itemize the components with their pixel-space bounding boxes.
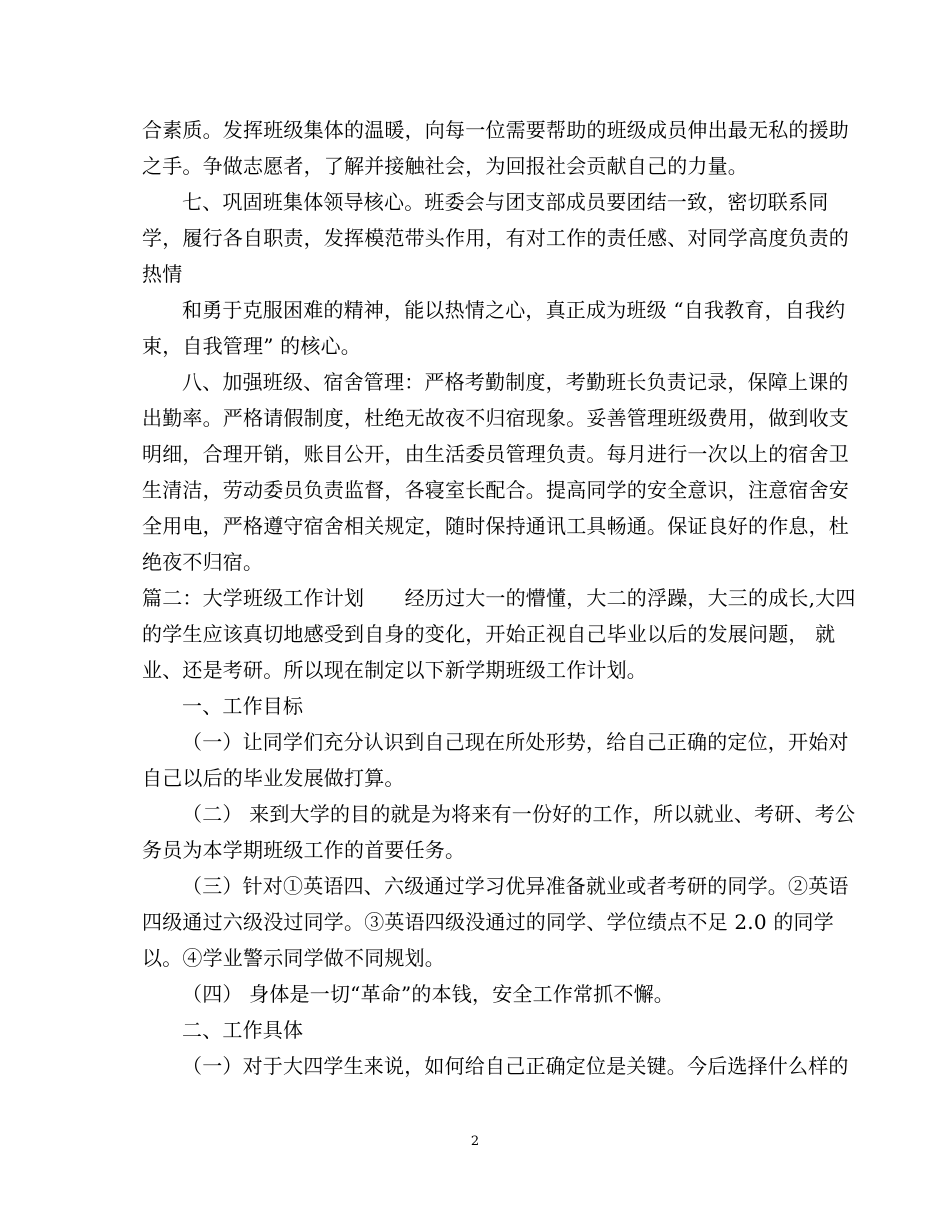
- text-line: 之手。争做志愿者，了解并接触社会，为回报社会贡献自己的力量。: [142, 154, 748, 178]
- text-line: 生清洁，劳动委员负责监督，各寝室长配合。提高同学的安全意识，注意宿舍安: [142, 478, 849, 502]
- text-line: （四） 身体是一切“革命”的本钱，安全工作常抓不懈。: [182, 982, 675, 1006]
- text-line: 一、工作目标: [182, 694, 304, 718]
- text-line: 全用电，严格遵守宿舍相关规定，随时保持通讯工具畅通。保证良好的作息，杜: [142, 514, 849, 538]
- text-line: 学，履行各自职责，发挥模范带头作用，有对工作的责任感、对同学高度负责的: [142, 226, 849, 250]
- text-line: （二） 来到大学的目的就是为将来有一份好的工作，所以就业、考研、考公: [182, 802, 856, 826]
- text-line: 业、还是考研。所以现在制定以下新学期班级工作计划。: [142, 658, 647, 682]
- text-line: 自己以后的毕业发展做打算。: [142, 766, 405, 790]
- text-line: 热情: [142, 262, 183, 286]
- text-line: （一）对于大四学生来说，如何给自己正确定位是关键。今后选择什么样的: [182, 1054, 849, 1078]
- text-line: （一）让同学们充分认识到自己现在所处形势，给自己正确的定位，开始对: [182, 730, 849, 754]
- text-line: 篇二：大学班级工作计划 经历过大一的懵懂，大二的浮躁，大三的成长,大四: [142, 586, 856, 610]
- text-line: 七、巩固班集体领导核心。班委会与团支部成员要团结一致，密切联系同: [182, 190, 829, 214]
- text-line: 和勇于克服困难的精神，能以热情之心，真正成为班级 “自我教育，自我约: [182, 298, 846, 322]
- text-line: 二、工作具体: [182, 1018, 304, 1042]
- text-line: 合素质。发挥班级集体的温暖，向每一位需要帮助的班级成员伸出最无私的援助: [142, 118, 849, 142]
- page-number: 2: [470, 1134, 480, 1149]
- text-line: 出勤率。严格请假制度，杜绝无故夜不归宿现象。妥善管理班级费用，做到收支: [142, 406, 849, 430]
- text-line: 明细，合理开销，账目公开，由生活委员管理负责。每月进行一次以上的宿舍卫: [142, 442, 849, 466]
- text-line: 的学生应该真切地感受到自身的变化，开始正视自己毕业以后的发展问题， 就: [142, 622, 836, 646]
- text-line: 绝夜不归宿。: [142, 550, 264, 574]
- text-line: 八、加强班级、宿舍管理：严格考勤制度，考勤班长负责记录，保障上课的: [182, 370, 849, 394]
- text-line: 四级通过六级没过同学。③英语四级没通过的同学、学位绩点不足 2.0 的同学: [142, 910, 834, 934]
- text-line: 以。④学业警示同学做不同规划。: [142, 946, 445, 970]
- text-line: （三）针对①英语四、六级通过学习优异准备就业或者考研的同学。②英语: [182, 874, 849, 898]
- text-line: 务员为本学期班级工作的首要任务。: [142, 838, 466, 862]
- text-line: 束，自我管理” 的核心。: [142, 334, 361, 358]
